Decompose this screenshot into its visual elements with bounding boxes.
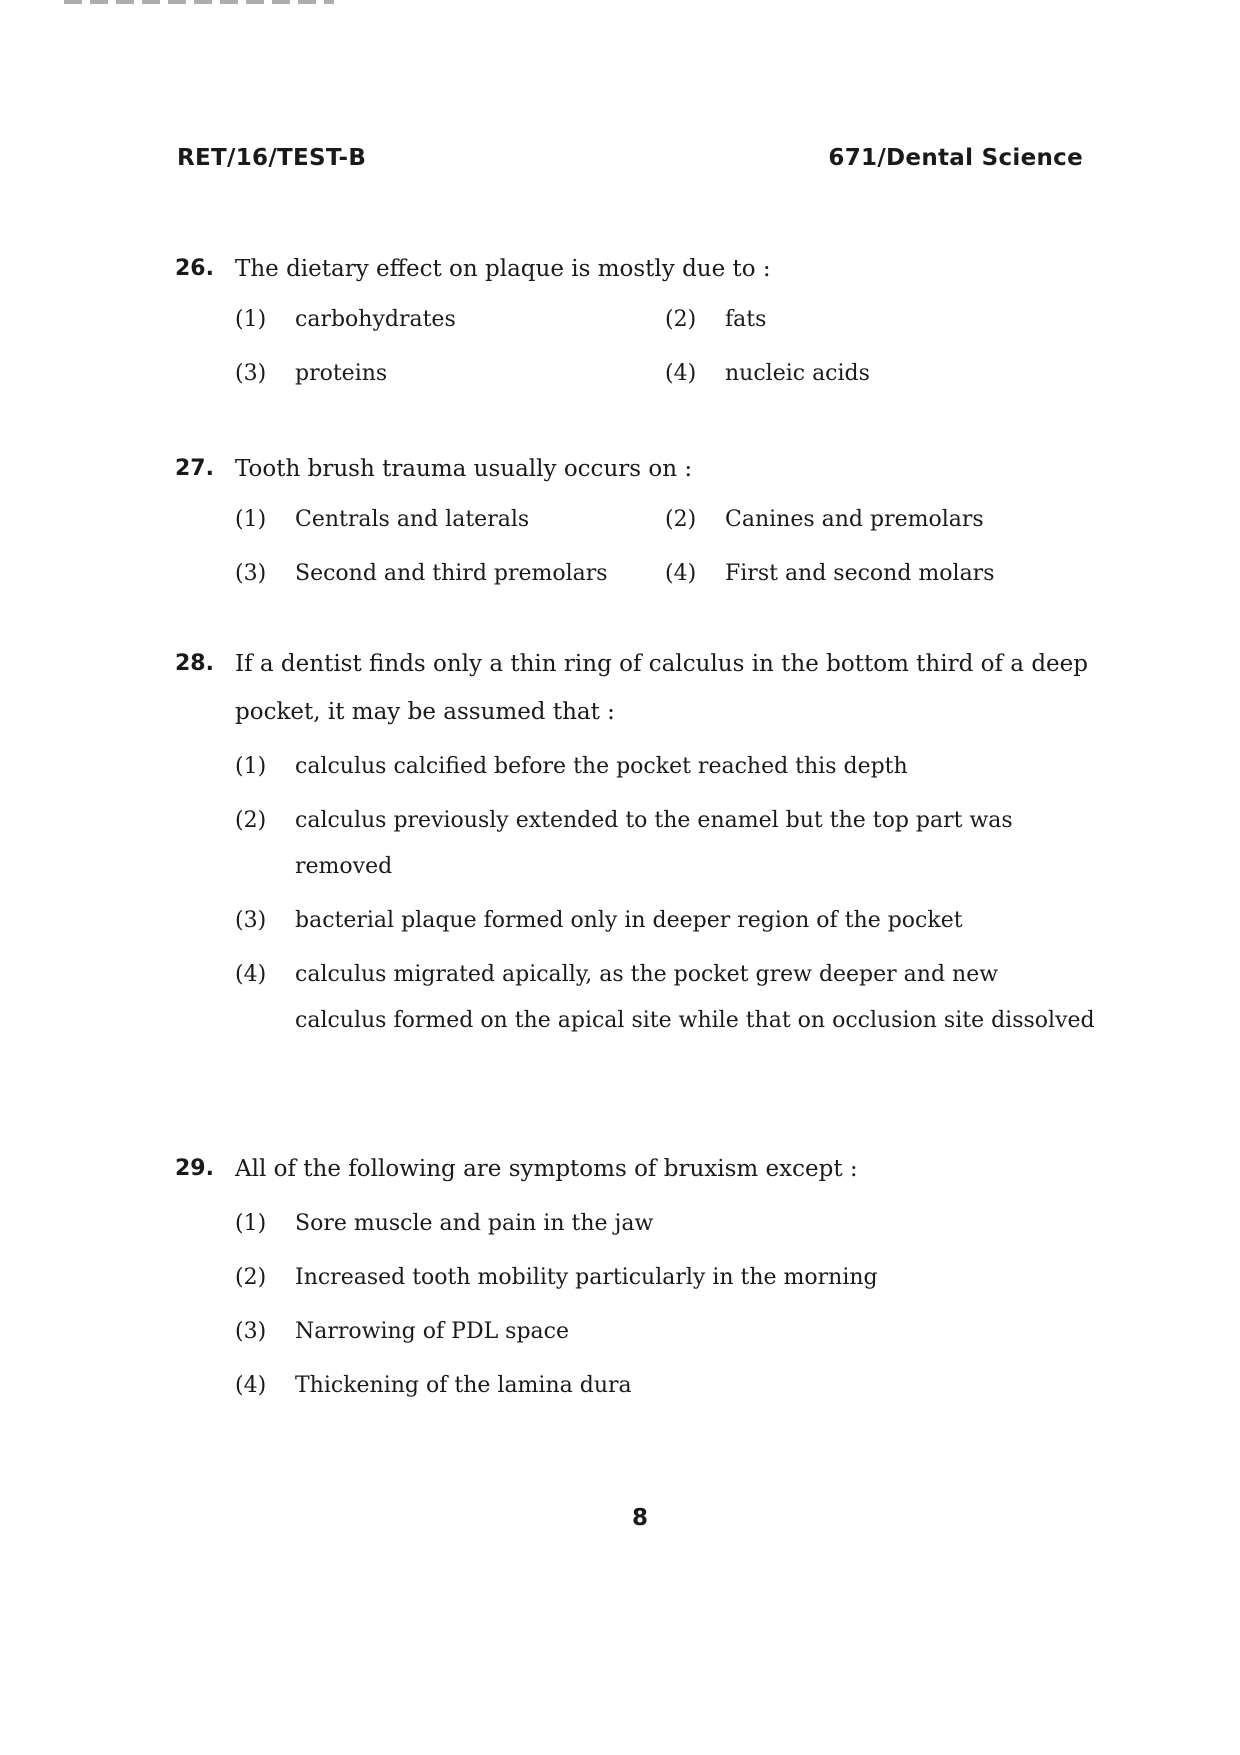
page-header xyxy=(177,145,1083,171)
option-4: (4) nucleic acids xyxy=(665,361,870,386)
question-number: 28. xyxy=(175,651,214,676)
option-3: (3) Narrowing of PDL space xyxy=(235,1319,570,1344)
question-27 xyxy=(175,445,1095,597)
question-number: 29. xyxy=(175,1156,214,1181)
option-2: (2) calculus previously extended to the enamel but the top part was removed xyxy=(235,808,1013,879)
option-1: (1) Sore muscle and pain in the jaw xyxy=(235,1211,654,1236)
option-4: (4) Thickening of the lamina dura xyxy=(235,1373,632,1398)
option-3: (3) proteins xyxy=(235,361,388,386)
question-28 xyxy=(175,640,1095,1044)
option-2: (2) fats xyxy=(665,307,767,332)
question-26 xyxy=(175,245,1095,397)
option-3: (3) Second and third premolars xyxy=(235,561,608,586)
option-1: (1) calculus calcified before the pocket reached this depth xyxy=(235,754,908,779)
scan-artifact xyxy=(64,0,334,4)
option-1: (1) Centrals and laterals xyxy=(235,507,530,532)
question-text: All of the following are symptoms of bruxism except : xyxy=(235,1156,858,1182)
option-4: (4) calculus migrated apically, as the pocket grew deeper and new calculus formed on the apical site while that on occlusion site dissolved xyxy=(235,962,1095,1033)
option-2: (2) Increased tooth mobility particularly in the morning xyxy=(235,1265,878,1290)
question-29 xyxy=(175,1145,1095,1409)
subject-title: 671/Dental Science xyxy=(828,145,1083,171)
option-3: (3) bacterial plaque formed only in deeper region of the pocket xyxy=(235,908,963,933)
page-number: 8 xyxy=(631,1505,648,1531)
option-4: (4) First and second molars xyxy=(665,561,995,586)
option-1: (1) carbohydrates xyxy=(235,307,456,332)
question-text: Tooth brush trauma usually occurs on : xyxy=(235,456,693,482)
question-number: 27. xyxy=(175,456,214,481)
question-text: If a dentist finds only a thin ring of calculus in the bottom third of a deep pocket, it may be assumed that : xyxy=(235,651,1088,725)
option-2: (2) Canines and premolars xyxy=(665,507,984,532)
question-number: 26. xyxy=(175,256,214,281)
paper-code: RET/16/TEST-B xyxy=(177,145,367,171)
question-text: The dietary effect on plaque is mostly due to : xyxy=(235,256,771,282)
